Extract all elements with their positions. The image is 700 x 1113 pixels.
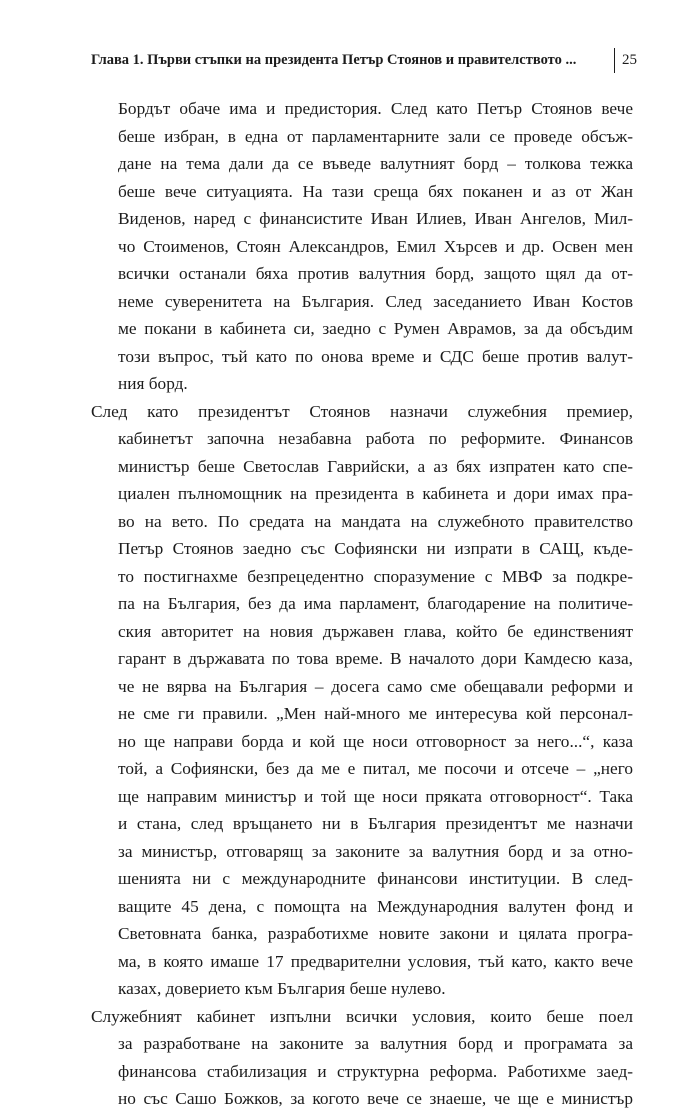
text-line: Служебният кабинет изпълни всички условия, които беше поел	[91, 1006, 633, 1026]
text-line: ния борд.	[118, 374, 188, 393]
text-line: ме покани в кабинета си, заедно с Румен Аврамов, за да обсъдим	[118, 319, 633, 338]
paragraph	[91, 398, 633, 1003]
text-line: па на България, без да има парламент, благодарение на политиче-	[118, 594, 633, 613]
text-line: чо Стоименов, Стоян Александров, Емил Хърсев и др. Освен мен	[118, 236, 633, 256]
text-line: че не вярва на България – досега само сме обещавали реформи и	[118, 676, 633, 696]
text-line: този въпрос, тъй като по онова време и СДС беше против валут-	[118, 346, 633, 366]
text-line: ващите 45 дена, с помощта на Международния валутен фонд и	[118, 896, 633, 916]
text-line: Петър Стоянов заедно със Софиянски ни изпрати в САЩ, къде-	[118, 539, 633, 558]
text-line: дане на тема дали да се въведе валутният борд – толкова тежка	[118, 154, 633, 173]
text-line: неме суверенитета на България. След заседанието Иван Костов	[118, 291, 633, 311]
text-line: беше избран, в една от парламентарните зали се проведе обсъж-	[118, 126, 633, 146]
text-line: и стана, след връщането ни в България президентът ме назначи	[118, 814, 633, 833]
text-line: гарант в държавата по това време. В началото дори Камдесю каза,	[118, 649, 633, 668]
text-line: министър беше Светослав Гаврийски, а аз бях изпратен като спе-	[118, 456, 633, 476]
text-line: то постигнахме безпрецедентно споразумение с МВФ за подкре-	[118, 566, 633, 586]
header-divider	[614, 48, 615, 73]
text-line: казах, доверието към България беше нулево.	[118, 979, 446, 998]
chapter-title: Глава 1. Първи стъпки на президента Петър Стоянов и правителството ...	[91, 52, 577, 68]
text-line: за министър, отговарящ за законите за валутния борд и за отно-	[118, 841, 633, 861]
text-line: но ще направи борда и кой ще носи отговорност за него...“, каза	[118, 731, 633, 751]
text-line: во на вето. По средата на мандата на служебното правителство	[118, 511, 633, 531]
text-line: циален пълномощник на президента в кабинета и дори имах пра-	[118, 484, 633, 503]
text-line: Виденов, наред с финансистите Иван Илиев, Иван Ангелов, Мил-	[118, 209, 633, 228]
text-line: ма, в която имаше 17 предварителни условия, тъй като, както вече	[118, 951, 633, 971]
page-number: 25	[622, 52, 637, 68]
text-line: ския авторитет на новия държавен глава, който бе единственият	[118, 621, 633, 641]
text-line: След като президентът Стоянов назначи служебния премиер,	[91, 401, 633, 421]
text-line: всички останали бяха против валутния борд, защото щял да от-	[118, 264, 633, 283]
text-line: ще направим министър и той ще носи пряката отговорност“. Така	[118, 786, 633, 806]
text-line: но със Сашо Божков, за когото вече се знаеше, че ще е министър	[118, 1089, 633, 1108]
text-line: беше вече ситуацията. На тази среща бях поканен и аз от Жан	[118, 181, 633, 201]
body-text	[91, 95, 633, 1113]
running-header	[91, 52, 639, 78]
text-line: за разработване на законите за валутния борд и програмата за	[118, 1034, 633, 1053]
text-line: не сме ги правили. „Мен най-много ме интересува кой персонал-	[118, 704, 633, 723]
text-line: Световната банка, разработихме новите закони и цялата програ-	[118, 924, 633, 943]
text-line: шенията ни с международните финансови институции. В след-	[118, 869, 633, 888]
paragraph	[118, 95, 633, 398]
text-line: финансова стабилизация и структурна реформа. Работихме заед-	[118, 1061, 633, 1081]
text-line: Бордът обаче има и предистория. След като Петър Стоянов вече	[118, 99, 633, 118]
paragraph	[91, 1003, 633, 1113]
text-line: той, а Софиянски, без да ме е питал, ме посочи и отсече – „него	[118, 759, 633, 778]
text-line: кабинетът започна незабавна работа по реформите. Финансов	[118, 429, 633, 448]
